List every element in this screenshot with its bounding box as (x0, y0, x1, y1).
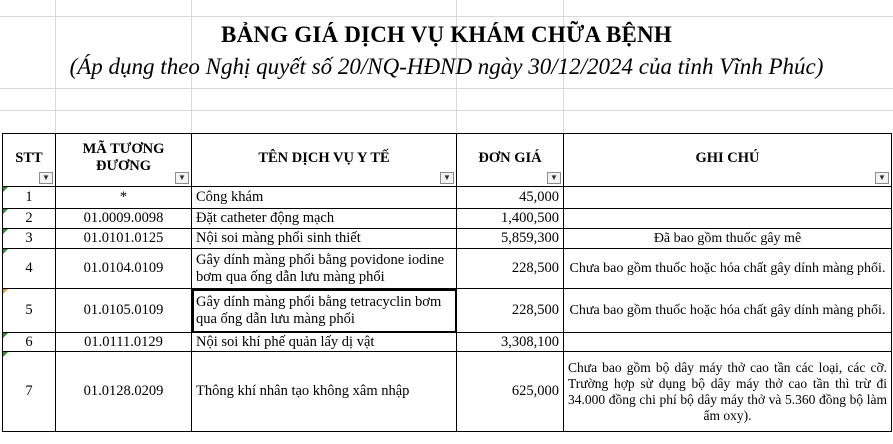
cell-code[interactable]: 01.0111.0129 (56, 333, 192, 352)
cell-price[interactable]: 3,308,100 (457, 333, 564, 352)
cell-note[interactable]: Đã bao gồm thuốc gây mê (564, 229, 892, 249)
cell-marker (3, 333, 8, 338)
table-row (3, 352, 892, 432)
cell-note[interactable]: Chưa bao gồm thuốc hoặc hóa chất gây dính màng phổi. (564, 249, 892, 289)
cell-name[interactable]: Nội soi khí phế quản lấy dị vật (192, 333, 457, 352)
cell-name[interactable]: Công khám (192, 187, 457, 209)
cell-code[interactable]: 01.0009.0098 (56, 209, 192, 229)
cell-name[interactable]: Nội soi màng phổi sinh thiết (192, 229, 457, 249)
cell-code[interactable]: * (56, 187, 192, 209)
cell-note[interactable] (564, 209, 892, 229)
dropdown-arrow-icon[interactable]: ▼ (547, 172, 561, 184)
cell-price[interactable]: 228,500 (457, 289, 564, 333)
header-row (3, 134, 892, 187)
table-row (3, 229, 892, 249)
table-row (3, 187, 892, 209)
table-row (3, 209, 892, 229)
page-subtitle: (Áp dụng theo Nghị quyết số 20/NQ-HĐND ngày 30/12/2024 của tỉnh Vĩnh Phúc) (69, 54, 824, 79)
dropdown-arrow-icon[interactable]: ▼ (875, 172, 889, 184)
cell-marker (3, 209, 8, 214)
table-row (3, 249, 892, 289)
gridline (0, 88, 893, 89)
header-note-label: GHI CHÚ (695, 149, 760, 166)
header-name-label: TÊN DỊCH VỤ Y TẾ (258, 149, 390, 166)
dropdown-arrow-icon[interactable]: ▼ (175, 172, 189, 184)
cell-name[interactable]: Đặt catheter động mạch (192, 209, 457, 229)
cell-price[interactable]: 45,000 (457, 187, 564, 209)
cell-code[interactable]: 01.0105.0109 (56, 289, 192, 333)
dropdown-arrow-icon[interactable]: ▼ (39, 172, 53, 184)
cell-price[interactable]: 228,500 (457, 249, 564, 289)
cell-marker (3, 249, 8, 254)
cell-price[interactable]: 5,859,300 (457, 229, 564, 249)
cell-stt[interactable]: 3 (3, 229, 56, 249)
header-price-label: ĐƠN GIÁ (478, 149, 542, 166)
cell-code[interactable]: 01.0128.0209 (56, 352, 192, 432)
cell-note[interactable] (564, 187, 892, 209)
cell-stt[interactable]: 5 (3, 289, 56, 333)
cell-price[interactable]: 625,000 (457, 352, 564, 432)
cell-stt[interactable]: 7 (3, 352, 56, 432)
cell-marker (3, 352, 8, 357)
cell-note[interactable]: Chưa bao gồm bộ dây máy thở cao tần các loại, các cỡ. Trường hợp sử dụng bộ dây máy thở cao tần thì trừ đi 34.000 đồng chi phí bộ dây máy thở và 5.360 đồng bộ làm ẩm oxy). (564, 352, 892, 432)
cell-price[interactable]: 1,400,500 (457, 209, 564, 229)
header-name (192, 134, 457, 187)
cell-note[interactable]: Chưa bao gồm thuốc hoặc hóa chất gây dính màng phổi. (564, 289, 892, 333)
cell-marker (3, 187, 8, 192)
cell-note[interactable] (564, 333, 892, 352)
table-row (3, 333, 892, 352)
header-code-label: MÃ TƯƠNG ĐƯƠNG (82, 141, 165, 174)
gridline (0, 110, 893, 111)
price-table (2, 133, 892, 432)
page-title: BẢNG GIÁ DỊCH VỤ KHÁM CHỮA BỆNH (221, 22, 672, 47)
cell-stt[interactable]: 6 (3, 333, 56, 352)
cell-stt[interactable]: 2 (3, 209, 56, 229)
cell-code[interactable]: 01.0101.0125 (56, 229, 192, 249)
gridline (0, 16, 893, 17)
cell-stt[interactable]: 4 (3, 249, 56, 289)
cell-stt[interactable]: 1 (3, 187, 56, 209)
header-code (56, 134, 192, 187)
header-price (457, 134, 564, 187)
cell-name[interactable]: Gây dính màng phổi bằng tetracyclin bơm qua ống dẫn lưu màng phổi (192, 289, 457, 333)
header-note (564, 134, 892, 187)
cell-marker (3, 229, 8, 234)
header-stt (3, 134, 56, 187)
cell-name[interactable]: Gây dính màng phổi bằng povidone iodine bơm qua ống dẫn lưu màng phổi (192, 249, 457, 289)
header-stt-label: STT (15, 149, 43, 166)
cell-marker (3, 289, 8, 294)
table-row (3, 289, 892, 333)
cell-code[interactable]: 01.0104.0109 (56, 249, 192, 289)
cell-name[interactable]: Thông khí nhân tạo không xâm nhập (192, 352, 457, 432)
dropdown-arrow-icon[interactable]: ▼ (440, 172, 454, 184)
